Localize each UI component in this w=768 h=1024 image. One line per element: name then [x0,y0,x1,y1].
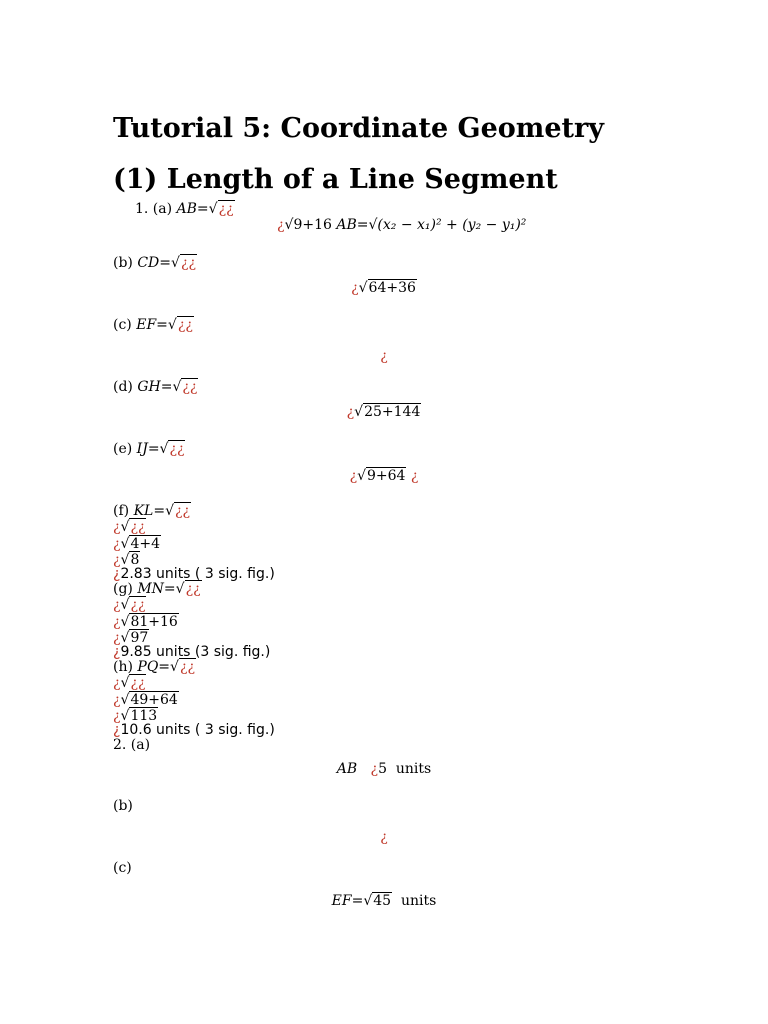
q1f-line: (f) KL=√¿¿ [113,503,190,519]
q1g-step1: ¿√81+16 [113,614,178,630]
q1g-step2: ¿√97 [113,630,149,646]
q1c-line: (c) EF=√¿¿ [113,317,193,333]
q1f-step2: ¿√8 [113,552,140,568]
q1a-formula: ¿√9+16 AB=√(x₂ − x₁)² + (y₂ − y₁)² [277,217,527,233]
q2c-label: (c) [113,860,132,876]
q1g-result: ¿9.85 units (3 sig. fig.) [113,644,271,660]
q1h-step1: ¿√49+64 [113,692,178,708]
q1e-expression: ¿√9+64 ¿ [349,468,419,484]
q1c-expression: ¿ [380,348,388,364]
q1h-step0: ¿√¿¿ [113,675,146,691]
q1f-step0: ¿√¿¿ [113,519,146,535]
q1f-step1: ¿√4+4 [113,536,160,552]
section-heading: (1) Length of a Line Segment [113,164,558,195]
q2b-expression: ¿ [380,829,388,845]
q1b-expression: ¿√64+36 [351,280,416,296]
q1h-result: ¿10.6 units ( 3 sig. fig.) [113,722,275,738]
q1h-step2: ¿√113 [113,708,158,724]
q1g-line: (g) MN=√¿¿ [113,581,201,597]
q1f-result: ¿2.83 units ( 3 sig. fig.) [113,566,275,582]
q2a-label: 2. (a) [113,737,151,753]
q1d-expression: ¿√25+144 [346,404,421,420]
q1g-step0: ¿√¿¿ [113,597,146,613]
q1h-line: (h) PQ=√¿¿ [113,659,195,675]
q1b-line: (b) CD=√¿¿ [113,255,196,271]
q2a-expression: AB ¿5 units [336,761,432,777]
q1a-line: 1. (a) AB=√¿¿ [135,201,234,217]
q1e-line: (e) IJ=√¿¿ [113,441,185,457]
page-title: Tutorial 5: Coordinate Geometry [113,113,604,144]
q2c-expression: EF=√45 units [331,893,437,909]
q1d-line: (d) GH=√¿¿ [113,379,198,395]
q2b-label: (b) [113,798,133,814]
